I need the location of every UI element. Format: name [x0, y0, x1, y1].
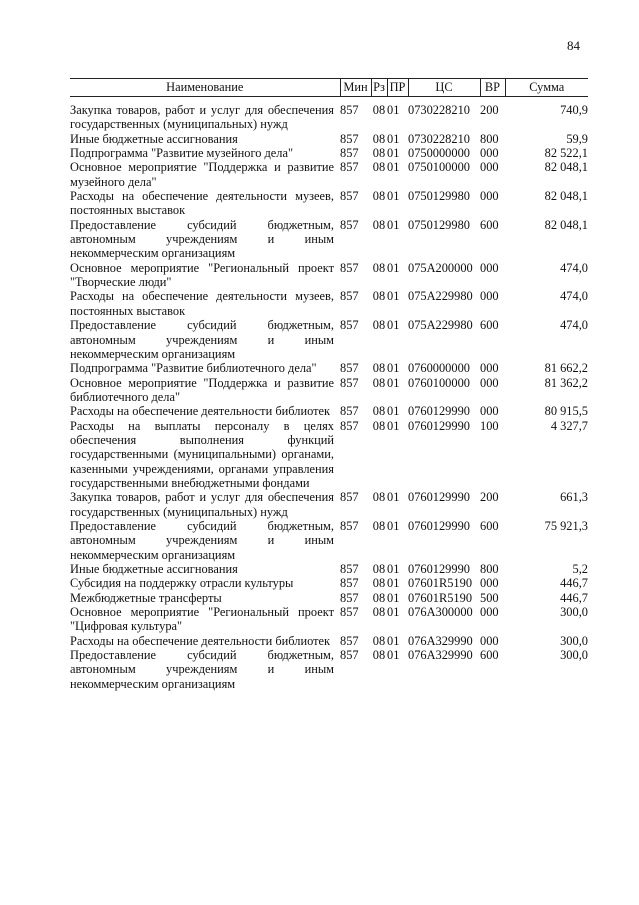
cell-sum: 740,9 — [560, 103, 588, 117]
cell-pr: 01 — [387, 260, 400, 275]
cell-name: Субсидия на поддержку отрасли культуры — [70, 576, 294, 591]
cell-sum: 82 048,1 — [544, 217, 588, 232]
cell-cs: 076А300000 — [408, 605, 473, 620]
cell-min: 857 — [340, 490, 359, 505]
table-row — [70, 160, 588, 189]
table-row — [70, 97, 588, 132]
cell-cs: 0760129990 — [408, 404, 470, 419]
cell-vr: 200 — [480, 490, 499, 505]
cell-rz: 08 — [372, 576, 386, 591]
cell-pr: 01 — [387, 633, 400, 648]
cell-min: 857 — [340, 260, 359, 275]
cell-pr: 01 — [387, 605, 400, 620]
cell-cs: 0730228210 — [408, 103, 470, 117]
cell-name: Закупка товаров, работ и услуг для обеспечения государственных (муниципальных) нужд — [70, 490, 334, 519]
cell-cs: 076А329990 — [408, 648, 473, 663]
header-rz: Рз — [371, 79, 387, 97]
cell-vr: 000 — [480, 633, 499, 648]
cell-min: 857 — [340, 131, 359, 146]
cell-cs: 075А200000 — [408, 260, 473, 275]
cell-cs: 0750100000 — [408, 160, 470, 175]
cell-name: Подпрограмма "Развитие библиотечного дела" — [70, 361, 317, 376]
cell-vr: 600 — [480, 318, 499, 333]
header-cs: ЦС — [408, 79, 480, 97]
table-row — [70, 490, 588, 519]
cell-sum: 474,0 — [560, 318, 588, 333]
cell-name: Основное мероприятие "Региональный проект "Творческие люди" — [70, 260, 334, 290]
table-row — [70, 218, 588, 261]
page-number: 84 — [567, 38, 580, 53]
cell-sum: 82 048,1 — [544, 160, 588, 175]
cell-name: Основное мероприятие "Поддержка и развитие библиотечного дела" — [70, 375, 334, 404]
cell-rz: 08 — [372, 131, 386, 146]
cell-pr: 01 — [387, 160, 400, 175]
cell-pr: 01 — [387, 289, 400, 304]
table-row — [70, 189, 588, 218]
cell-rz: 08 — [372, 146, 386, 161]
cell-rz: 08 — [372, 189, 386, 204]
cell-sum: 446,7 — [560, 576, 588, 591]
cell-min: 857 — [340, 361, 359, 376]
cell-vr: 000 — [480, 146, 499, 161]
cell-pr: 01 — [387, 189, 400, 204]
cell-cs: 07601R5190 — [408, 590, 473, 605]
cell-min: 857 — [340, 605, 359, 620]
cell-sum: 81 362,2 — [544, 375, 588, 390]
cell-name: Расходы на обеспечение деятельности библиотек — [70, 404, 331, 419]
cell-name: Расходы на выплаты персоналу в целях обеспечения выполнения функций государственными (муниципальными) органами, казенными учреждениями, органами управления государственными внебюджетными фондами — [70, 418, 334, 490]
table-row — [70, 562, 588, 576]
cell-rz: 08 — [372, 562, 386, 576]
cell-cs: 0750129980 — [408, 217, 470, 232]
cell-rz: 08 — [372, 518, 386, 533]
cell-vr: 000 — [480, 260, 499, 275]
cell-name: Расходы на обеспечение деятельности музеев, постоянных выставок — [70, 189, 334, 218]
cell-name: Иные бюджетные ассигнования — [70, 562, 238, 576]
header-sum: Сумма — [505, 79, 588, 97]
cell-rz: 08 — [372, 648, 386, 663]
cell-name: Предоставление субсидий бюджетным, автономным учреждениям и иным некоммерческим организациям — [70, 217, 334, 261]
table-row — [70, 519, 588, 562]
cell-rz: 08 — [372, 318, 386, 333]
cell-rz: 08 — [372, 289, 386, 304]
cell-name: Расходы на обеспечение деятельности библиотек — [70, 633, 331, 648]
cell-rz: 08 — [372, 590, 386, 605]
budget-table — [70, 78, 588, 691]
cell-cs: 0750000000 — [408, 146, 470, 161]
table-row — [70, 318, 588, 361]
cell-min: 857 — [340, 103, 359, 117]
cell-sum: 300,0 — [560, 648, 588, 663]
cell-name: Предоставление субсидий бюджетным, автономным учреждениям и иным некоммерческим организациям — [70, 518, 334, 562]
cell-sum: 474,0 — [560, 260, 588, 275]
cell-sum: 81 662,2 — [544, 361, 588, 376]
header-pr: ПР — [387, 79, 408, 97]
cell-pr: 01 — [387, 404, 400, 419]
cell-pr: 01 — [387, 648, 400, 663]
cell-cs: 076А329990 — [408, 633, 473, 648]
cell-name: Основное мероприятие "Региональный проект "Цифровая культура" — [70, 605, 334, 634]
table-row — [70, 261, 588, 290]
cell-pr: 01 — [387, 518, 400, 533]
cell-cs: 0750129980 — [408, 189, 470, 204]
cell-name: Иные бюджетные ассигнования — [70, 131, 238, 146]
cell-min: 857 — [340, 160, 359, 175]
cell-vr: 000 — [480, 189, 499, 204]
cell-pr: 01 — [387, 361, 400, 376]
cell-min: 857 — [340, 518, 359, 533]
cell-min: 857 — [340, 375, 359, 390]
cell-sum: 661,3 — [560, 490, 588, 505]
header-name: Наименование — [70, 79, 340, 97]
cell-min: 857 — [340, 576, 359, 591]
cell-name: Межбюджетные трансферты — [70, 590, 222, 605]
cell-sum: 80 915,5 — [544, 404, 588, 419]
cell-name: Закупка товаров, работ и услуг для обеспечения государственных (муниципальных) нужд — [70, 103, 334, 132]
table-row — [70, 648, 588, 691]
cell-rz: 08 — [372, 361, 386, 376]
cell-sum: 82 522,1 — [544, 146, 588, 161]
cell-cs: 0760100000 — [408, 375, 470, 390]
cell-vr: 100 — [480, 418, 499, 433]
cell-cs: 0760129990 — [408, 418, 470, 433]
cell-cs: 0760000000 — [408, 361, 470, 376]
cell-min: 857 — [340, 217, 359, 232]
cell-pr: 01 — [387, 131, 400, 146]
table-row — [70, 634, 588, 648]
cell-cs: 0730228210 — [408, 131, 470, 146]
cell-min: 857 — [340, 418, 359, 433]
table-row — [70, 289, 588, 318]
cell-pr: 01 — [387, 146, 400, 161]
cell-sum: 4 327,7 — [550, 418, 588, 433]
cell-cs: 075А229980 — [408, 289, 473, 304]
cell-rz: 08 — [372, 605, 386, 620]
cell-pr: 01 — [387, 576, 400, 591]
cell-sum: 82 048,1 — [544, 189, 588, 204]
cell-rz: 08 — [372, 633, 386, 648]
cell-vr: 200 — [480, 103, 499, 117]
cell-pr: 01 — [387, 590, 400, 605]
cell-rz: 08 — [372, 490, 386, 505]
cell-vr: 600 — [480, 217, 499, 232]
cell-min: 857 — [340, 404, 359, 419]
cell-rz: 08 — [372, 103, 386, 117]
cell-sum: 300,0 — [560, 605, 588, 620]
cell-pr: 01 — [387, 375, 400, 390]
cell-cs: 0760129990 — [408, 518, 470, 533]
table-row — [70, 591, 588, 605]
cell-rz: 08 — [372, 418, 386, 433]
table-row — [70, 605, 588, 634]
header-vr: ВР — [480, 79, 505, 97]
cell-vr: 600 — [480, 648, 499, 663]
cell-vr: 000 — [480, 576, 499, 591]
table-row — [70, 361, 588, 375]
cell-pr: 01 — [387, 562, 400, 576]
cell-vr: 800 — [480, 562, 499, 576]
cell-vr: 000 — [480, 160, 499, 175]
cell-vr: 000 — [480, 605, 499, 620]
cell-pr: 01 — [387, 490, 400, 505]
table-row — [70, 146, 588, 160]
cell-pr: 01 — [387, 103, 400, 117]
cell-min: 857 — [340, 189, 359, 204]
cell-sum: 474,0 — [560, 289, 588, 304]
cell-cs: 07601R5190 — [408, 576, 473, 591]
cell-cs: 075А229980 — [408, 318, 473, 333]
cell-sum: 446,7 — [560, 590, 588, 605]
cell-vr: 600 — [480, 518, 499, 533]
cell-pr: 01 — [387, 318, 400, 333]
cell-vr: 000 — [480, 361, 499, 376]
cell-vr: 000 — [480, 404, 499, 419]
cell-rz: 08 — [372, 160, 386, 175]
cell-min: 857 — [340, 146, 359, 161]
cell-vr: 000 — [480, 375, 499, 390]
cell-name: Предоставление субсидий бюджетным, автономным учреждениям и иным некоммерческим организациям — [70, 318, 334, 361]
cell-name: Предоставление субсидий бюджетным, автономным учреждениям и иным некоммерческим организациям — [70, 648, 334, 691]
table-row — [70, 376, 588, 405]
cell-sum: 300,0 — [560, 633, 588, 648]
table-body — [70, 97, 588, 692]
cell-name: Основное мероприятие "Поддержка и развитие музейного дела" — [70, 160, 334, 189]
table-row — [70, 576, 588, 590]
cell-cs: 0760129990 — [408, 562, 470, 576]
cell-min: 857 — [340, 633, 359, 648]
cell-name: Подпрограмма "Развитие музейного дела" — [70, 146, 294, 161]
cell-rz: 08 — [372, 217, 386, 232]
table-row — [70, 419, 588, 491]
table-row — [70, 404, 588, 418]
cell-min: 857 — [340, 289, 359, 304]
cell-min: 857 — [340, 562, 359, 576]
cell-sum: 75 921,3 — [544, 518, 588, 533]
cell-cs: 0760129990 — [408, 490, 470, 505]
cell-min: 857 — [340, 318, 359, 333]
cell-min: 857 — [340, 590, 359, 605]
cell-rz: 08 — [372, 404, 386, 419]
cell-sum: 5,2 — [572, 562, 588, 576]
cell-name: Расходы на обеспечение деятельности музеев, постоянных выставок — [70, 289, 334, 318]
cell-vr: 500 — [480, 590, 499, 605]
cell-min: 857 — [340, 648, 359, 663]
cell-pr: 01 — [387, 418, 400, 433]
header-min: Мин — [340, 79, 371, 97]
cell-pr: 01 — [387, 217, 400, 232]
cell-rz: 08 — [372, 375, 386, 390]
table-row — [70, 132, 588, 146]
cell-vr: 800 — [480, 131, 499, 146]
table-header-row — [70, 79, 588, 97]
cell-vr: 000 — [480, 289, 499, 304]
cell-sum: 59,9 — [566, 131, 588, 146]
cell-rz: 08 — [372, 260, 386, 275]
